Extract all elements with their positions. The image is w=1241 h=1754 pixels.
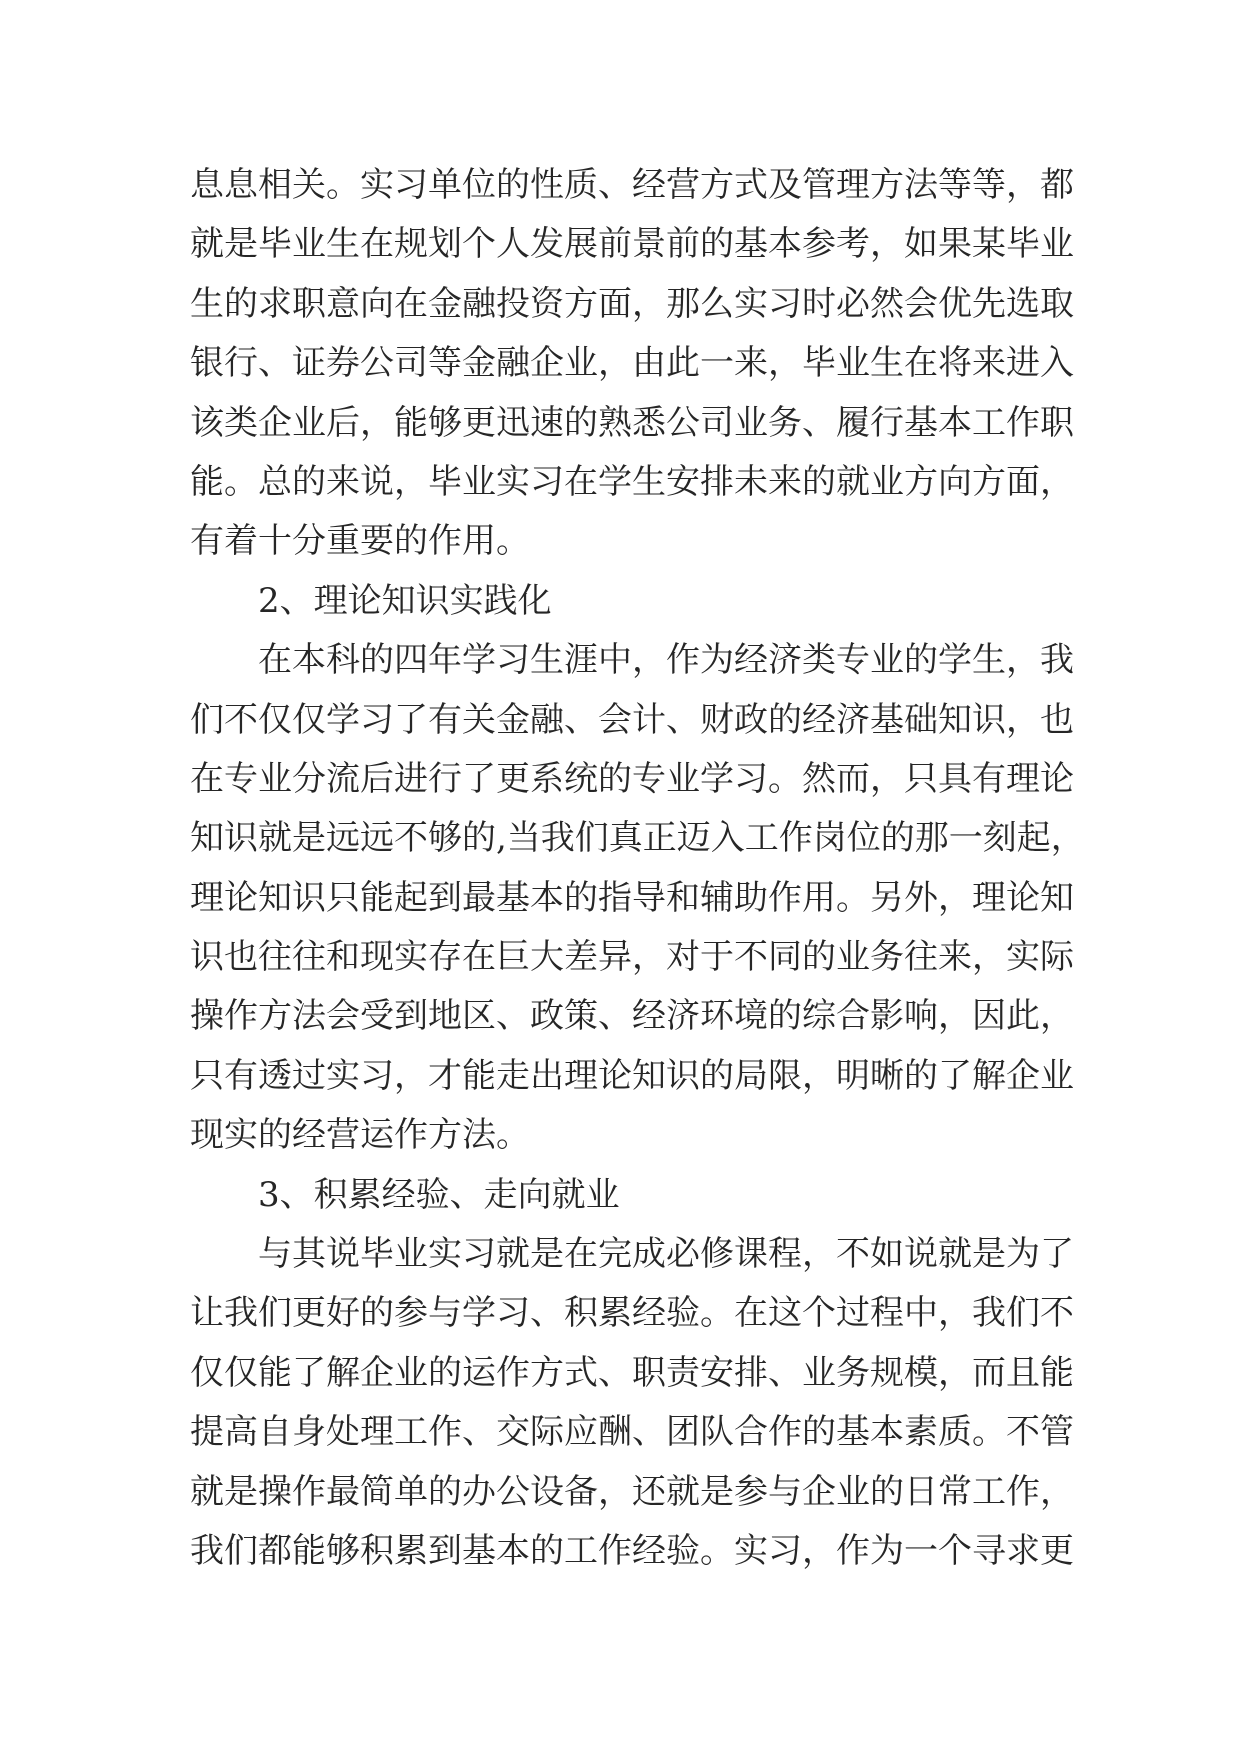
section-heading-3 <box>190 1166 1050 1225</box>
text-line: 生的求职意向在金融投资方面，那么实习时必然会优先选取 <box>190 283 1074 324</box>
text-line: 只有透过实习，才能走出理论知识的局限，明晰的了解企业 <box>190 1055 1074 1096</box>
text-line: 能。总的来说，毕业实习在学生安排未来的就业方向方面， <box>190 461 1074 502</box>
text-line: 在本科的四年学习生涯中，作为经济类专业的学生，我 <box>258 640 1074 681</box>
text-line: 理论知识只能起到最基本的指导和辅助作用。另外，理论知 <box>190 877 1074 918</box>
text-line: 我们都能够积累到基本的工作经验。实习，作为一个寻求更 <box>190 1530 1074 1571</box>
text-line: 仅仅能了解企业的运作方式、职责安排、业务规模，而且能 <box>190 1352 1074 1393</box>
section-heading-2 <box>190 572 1050 631</box>
text-line: 提高自身处理工作、交际应酬、团队合作的基本素质。不管 <box>190 1412 1074 1453</box>
text-line: 该类企业后，能够更迅速的熟悉公司业务、履行基本工作职 <box>190 402 1074 443</box>
text-line: 操作方法会受到地区、政策、经济环境的综合影响，因此， <box>190 996 1074 1037</box>
paragraph-experience-employment <box>190 1225 1074 1581</box>
section-heading-text: 2、理论知识实践化 <box>258 580 552 621</box>
text-line: 就是操作最简单的办公设备，还就是参与企业的日常工作， <box>190 1471 1074 1512</box>
text-line: 就是毕业生在规划个人发展前景前的基本参考，如果某毕业 <box>190 224 1074 265</box>
paragraph-theory-practice <box>190 631 1085 1166</box>
text-line: 识也往往和现实存在巨大差异，对于不同的业务往来，实际 <box>190 937 1074 978</box>
text-line: 在专业分流后进行了更系统的专业学习。然而，只具有理论 <box>190 758 1074 799</box>
text-line: 有着十分重要的作用。 <box>190 521 530 562</box>
text-line: 现实的经营运作方法。 <box>190 1115 530 1156</box>
text-line: 让我们更好的参与学习、积累经验。在这个过程中，我们不 <box>190 1293 1074 1334</box>
text-line: 息息相关。实习单位的性质、经营方式及管理方法等等，都 <box>190 165 1074 205</box>
text-line: 与其说毕业实习就是在完成必修课程，不如说就是为了 <box>258 1234 1074 1275</box>
paragraph-internship-relevance <box>190 156 1074 572</box>
document-body <box>190 156 1085 1581</box>
section-heading-text: 3、积累经验、走向就业 <box>258 1174 620 1215</box>
text-line: 银行、证券公司等金融企业，由此一来，毕业生在将来进入 <box>190 343 1074 384</box>
text-line: 知识就是远远不够的,当我们真正迈入工作岗位的那一刻起， <box>190 818 1085 859</box>
text-line: 们不仅仅学习了有关金融、会计、财政的经济基础知识，也 <box>190 699 1074 740</box>
